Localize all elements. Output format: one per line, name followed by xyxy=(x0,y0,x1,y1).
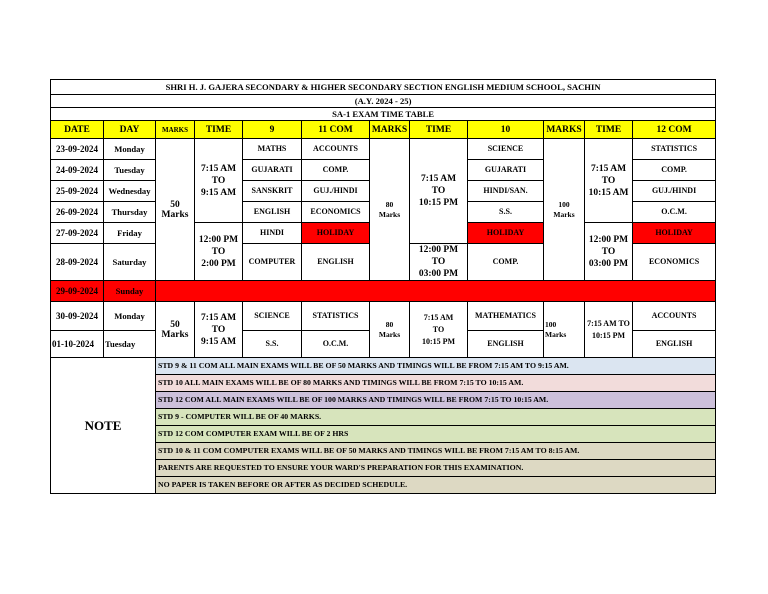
marks-12com-week2: 100 Marks xyxy=(544,302,585,358)
day-cell: Thursday xyxy=(104,202,156,223)
day-cell: Tuesday xyxy=(104,331,156,358)
exam-timetable-sheet xyxy=(50,79,716,494)
time-12com-week2: 7:15 AM TO 10:15 PM xyxy=(585,302,633,358)
col-header-marks-3: MARKS xyxy=(544,121,585,139)
subject-std9: SANSKRIT xyxy=(243,181,302,202)
day-cell: Saturday xyxy=(104,244,156,281)
day-cell: Wednesday xyxy=(104,181,156,202)
school-name: SHRI H. J. GAJERA SECONDARY & HIGHER SECONDARY SECTION ENGLISH MEDIUM SCHOOL, SACHIN xyxy=(51,80,716,95)
col-header-date: DATE xyxy=(51,121,104,139)
subject-11com: ENGLISH xyxy=(302,244,370,281)
date-cell: 01-10-2024 xyxy=(51,331,104,358)
time-std9-11: 7:15 AM TO 9:15 AM xyxy=(195,139,243,223)
table-row xyxy=(51,139,716,160)
subject-std9: COMPUTER xyxy=(243,244,302,281)
marks-12com: 100 Marks xyxy=(544,139,585,281)
col-header-time-2: TIME xyxy=(410,121,468,139)
academic-year: (A.Y. 2024 - 25) xyxy=(51,95,716,108)
subject-std9: S.S. xyxy=(243,331,302,358)
subject-12com: ACCOUNTS xyxy=(633,302,716,331)
col-header-marks-2: MARKS xyxy=(370,121,410,139)
subject-std10: GUJARATI xyxy=(468,160,544,181)
subject-11com: GUJ./HINDI xyxy=(302,181,370,202)
note-row xyxy=(51,358,716,375)
subject-11com: O.C.M. xyxy=(302,331,370,358)
subject-12com: ECONOMICS xyxy=(633,244,716,281)
note-item: STD 10 & 11 COM COMPUTER EXAMS WILL BE OF 50 MARKS AND TIMINGS WILL BE FROM 7:15 AM TO 8:15 AM. xyxy=(156,443,716,460)
date-cell: 28-09-2024 xyxy=(51,244,104,281)
header-row xyxy=(51,121,716,139)
subject-11com: STATISTICS xyxy=(302,302,370,331)
col-header-day: DAY xyxy=(104,121,156,139)
subject-std10: MATHEMATICS xyxy=(468,302,544,331)
sunday-holiday-band xyxy=(156,281,716,302)
note-item: STD 9 - COMPUTER WILL BE OF 40 MARKS. xyxy=(156,409,716,426)
time-std10-second: 12:00 PM TO 03:00 PM xyxy=(410,244,468,281)
col-header-12com: 12 COM xyxy=(633,121,716,139)
time-std10: 7:15 AM TO 10:15 PM xyxy=(410,139,468,244)
subject-12com: COMP. xyxy=(633,160,716,181)
sunday-row xyxy=(51,281,716,302)
marks-std9-11-week2: 50 Marks xyxy=(156,302,195,358)
subject-12com: STATISTICS xyxy=(633,139,716,160)
marks-std9-11: 50 Marks xyxy=(156,139,195,281)
subject-std9: GUJARATI xyxy=(243,160,302,181)
subject-std10: ENGLISH xyxy=(468,331,544,358)
col-header-time-3: TIME xyxy=(585,121,633,139)
day-cell: Monday xyxy=(104,302,156,331)
subject-11com: ACCOUNTS xyxy=(302,139,370,160)
time-12com-second: 12:00 PM TO 03:00 PM xyxy=(585,223,633,281)
note-item: STD 12 COM COMPUTER EXAM WILL BE OF 2 HRS xyxy=(156,426,716,443)
col-header-marks: MARKS xyxy=(156,121,195,139)
date-cell: 27-09-2024 xyxy=(51,223,104,244)
note-item: STD 9 & 11 COM ALL MAIN EXAMS WILL BE OF 50 MARKS AND TIMINGS WILL BE FROM 7:15 AM TO 9:15 AM. xyxy=(156,358,716,375)
date-cell: 25-09-2024 xyxy=(51,181,104,202)
subject-std9: MATHS xyxy=(243,139,302,160)
col-header-std9: 9 xyxy=(243,121,302,139)
col-header-11com: 11 COM xyxy=(302,121,370,139)
day-cell: Monday xyxy=(104,139,156,160)
holiday-cell-std10: HOLIDAY xyxy=(468,223,544,244)
subject-std9: HINDI xyxy=(243,223,302,244)
subject-std10: HINDI/SAN. xyxy=(468,181,544,202)
date-cell: 29-09-2024 xyxy=(51,281,104,302)
subject-std10: SCIENCE xyxy=(468,139,544,160)
day-cell: Friday xyxy=(104,223,156,244)
date-cell: 30-09-2024 xyxy=(51,302,104,331)
time-std9-11-second: 12:00 PM TO 2:00 PM xyxy=(195,223,243,281)
subject-12com: ENGLISH xyxy=(633,331,716,358)
note-item: NO PAPER IS TAKEN BEFORE OR AFTER AS DECIDED SCHEDULE. xyxy=(156,477,716,494)
day-cell: Tuesday xyxy=(104,160,156,181)
subject-std9: ENGLISH xyxy=(243,202,302,223)
col-header-std10: 10 xyxy=(468,121,544,139)
time-std10-week2: 7:15 AM TO 10:15 PM xyxy=(410,302,468,358)
note-label: NOTE xyxy=(51,358,156,494)
note-item: STD 10 ALL MAIN EXAMS WILL BE OF 80 MARKS AND TIMINGS WILL BE FROM 7:15 TO 10:15 AM. xyxy=(156,375,716,392)
holiday-cell-11com: HOLIDAY xyxy=(302,223,370,244)
note-item: PARENTS ARE REQUESTED TO ENSURE YOUR WARD'S PREPARATION FOR THIS EXAMINATION. xyxy=(156,460,716,477)
marks-std10-week2: 80 Marks xyxy=(370,302,410,358)
timetable xyxy=(50,79,716,494)
time-12com: 7:15 AM TO 10:15 AM xyxy=(585,139,633,223)
table-title: SA-1 EXAM TIME TABLE xyxy=(51,108,716,121)
day-cell: Sunday xyxy=(104,281,156,302)
subject-11com: COMP. xyxy=(302,160,370,181)
table-row xyxy=(51,302,716,331)
date-cell: 24-09-2024 xyxy=(51,160,104,181)
holiday-cell-12com: HOLIDAY xyxy=(633,223,716,244)
note-item: STD 12 COM ALL MAIN EXAMS WILL BE OF 100 MARKS AND TIMINGS WILL BE FROM 7:15 TO 10:15 AM. xyxy=(156,392,716,409)
subject-std10: COMP. xyxy=(468,244,544,281)
subject-12com: O.C.M. xyxy=(633,202,716,223)
subject-std10: S.S. xyxy=(468,202,544,223)
marks-std10: 80 Marks xyxy=(370,139,410,281)
time-std9-11-week2: 7:15 AM TO 9:15 AM xyxy=(195,302,243,358)
subject-11com: ECONOMICS xyxy=(302,202,370,223)
date-cell: 23-09-2024 xyxy=(51,139,104,160)
subject-12com: GUJ./HINDI xyxy=(633,181,716,202)
subject-std9: SCIENCE xyxy=(243,302,302,331)
date-cell: 26-09-2024 xyxy=(51,202,104,223)
col-header-time: TIME xyxy=(195,121,243,139)
